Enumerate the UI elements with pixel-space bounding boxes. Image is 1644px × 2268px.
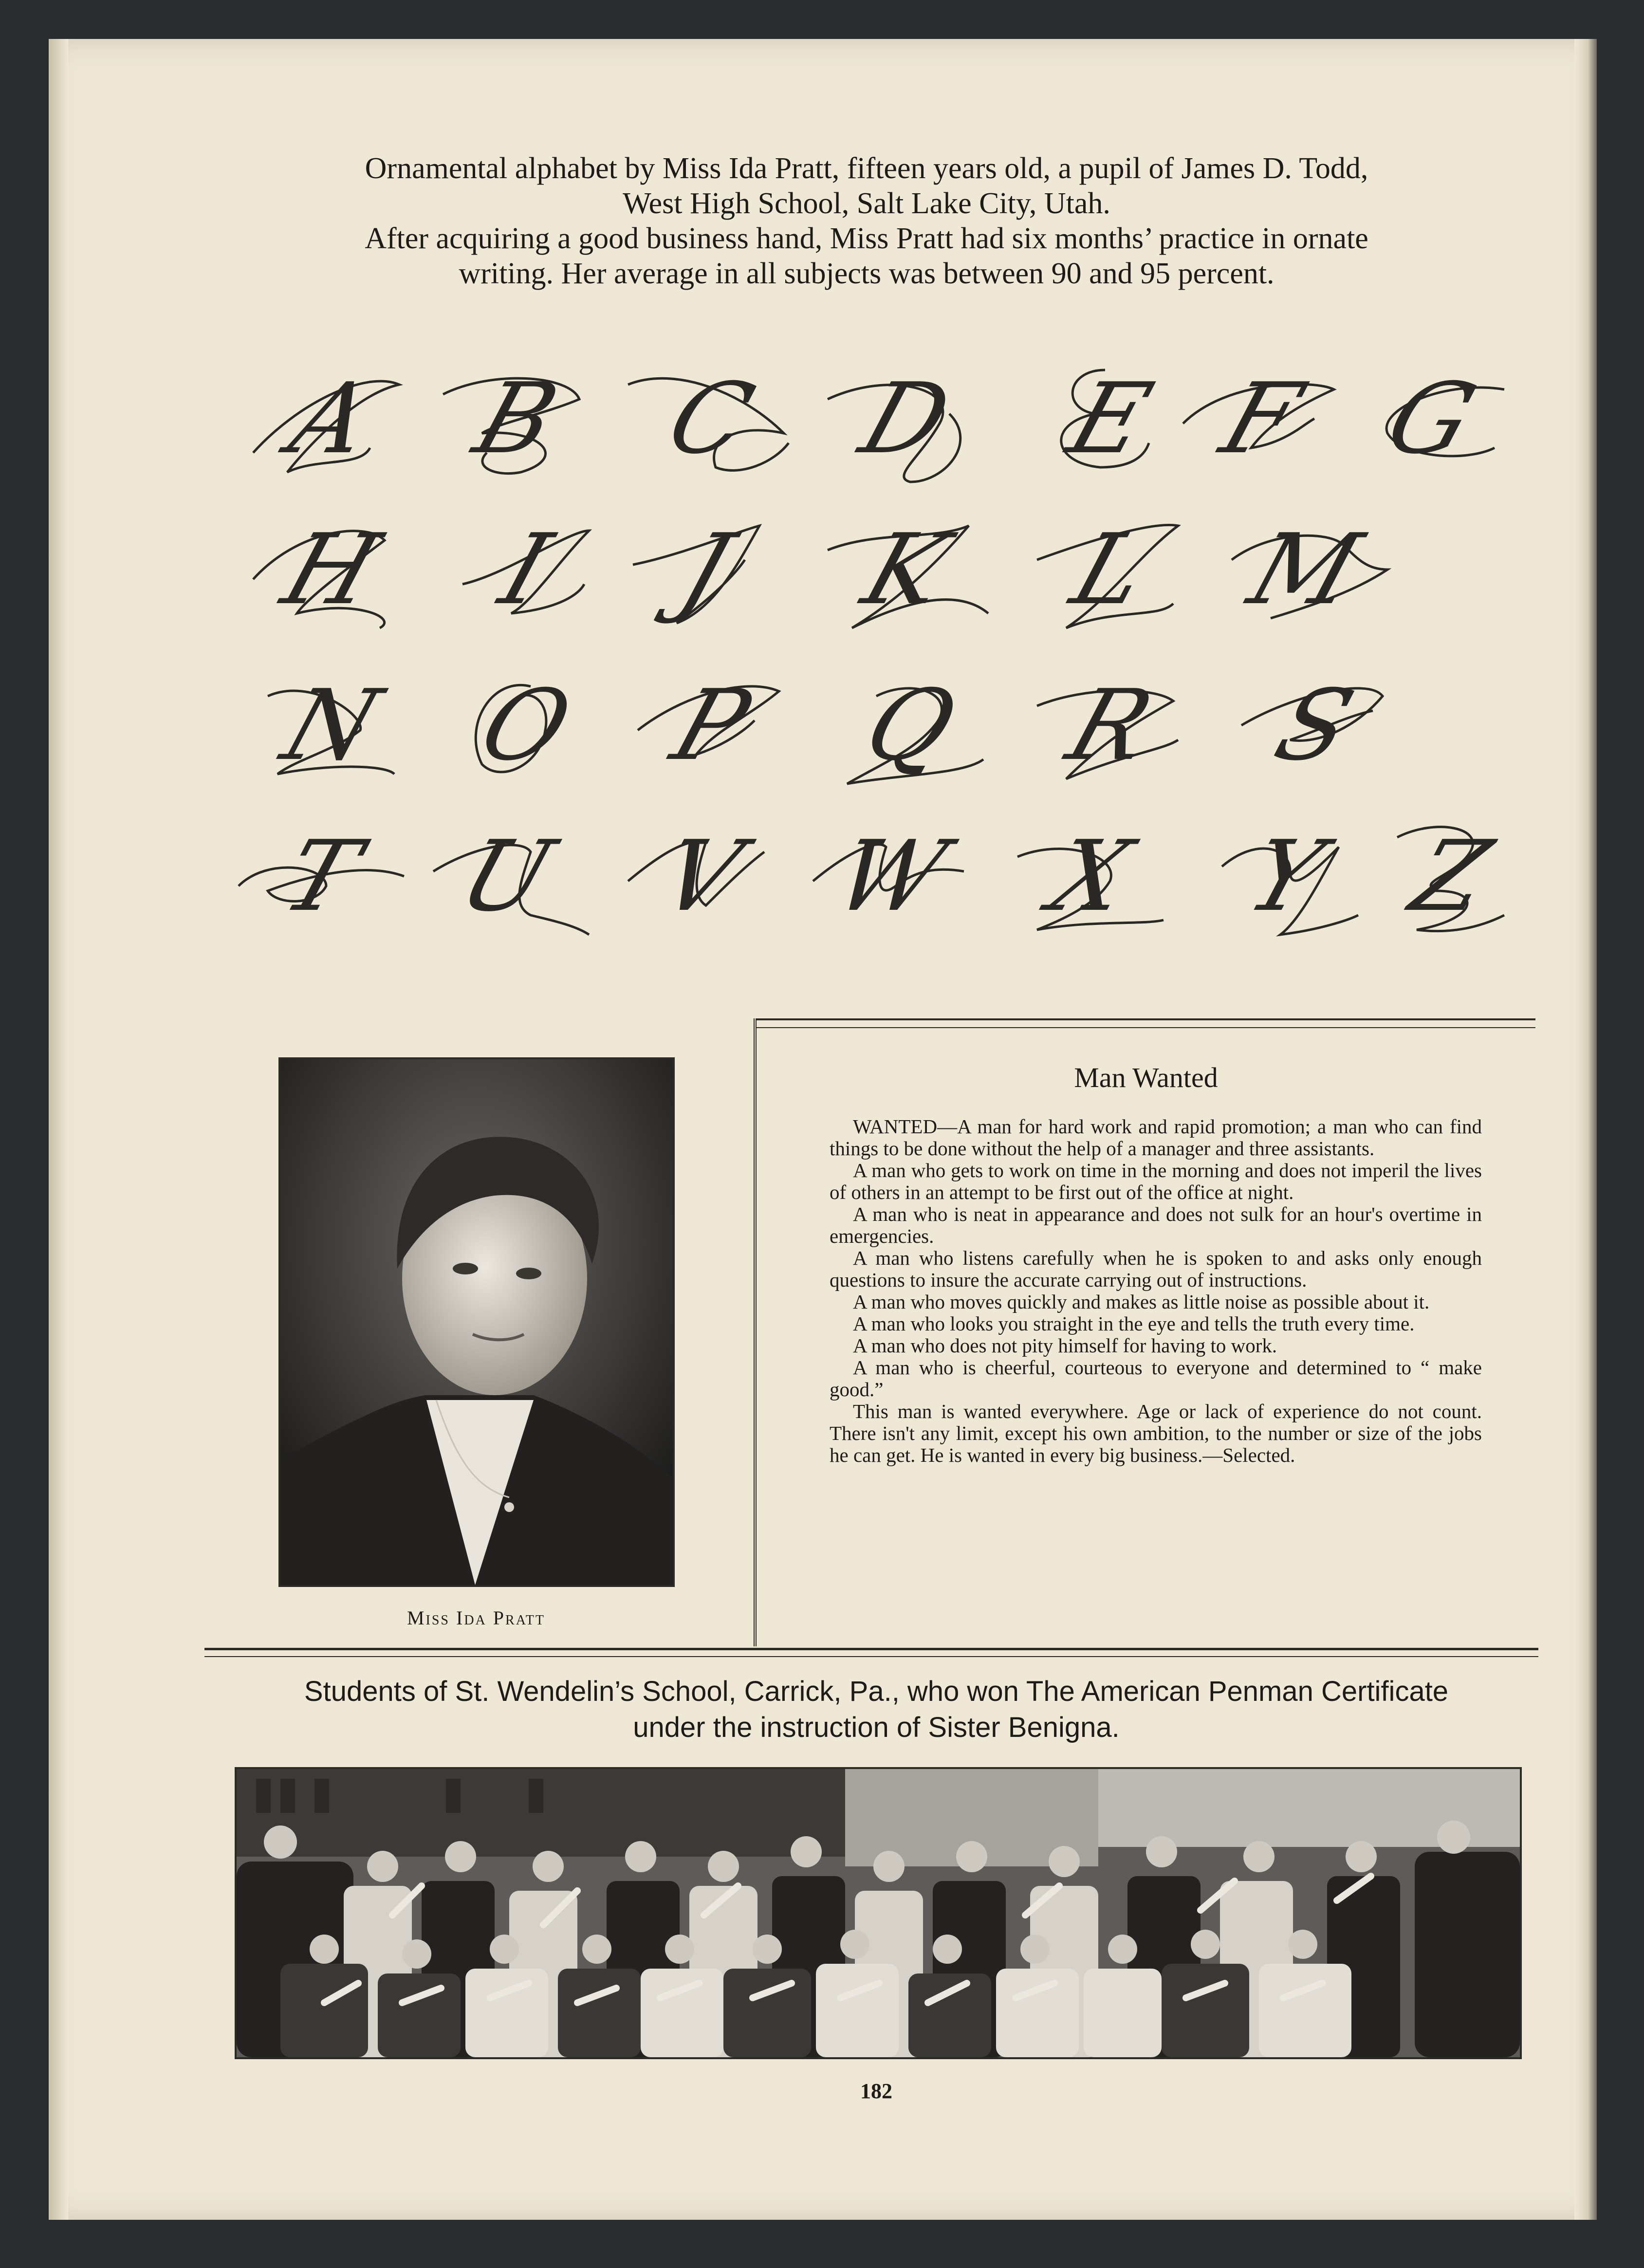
letter-v-glyph: V — [647, 819, 755, 933]
letter-a — [239, 350, 424, 487]
letter-m — [1212, 501, 1397, 638]
letter-x-glyph: X — [1037, 819, 1144, 933]
letter-z-glyph: Z — [1398, 819, 1503, 933]
letter-j-glyph: J — [668, 513, 744, 627]
letter-h — [239, 501, 424, 638]
letter-o — [433, 657, 618, 793]
letter-v — [609, 808, 794, 944]
letter-p-glyph: P — [659, 668, 762, 782]
letter-b — [424, 350, 609, 487]
section-divider — [204, 1648, 1538, 1657]
article-paragraph: A man who gets to work on time in the morning and does not imperil the lives of others in an attempt to be first out of the office at night. — [830, 1159, 1482, 1203]
letter-s-glyph: S — [1262, 668, 1367, 782]
letter-x — [998, 808, 1183, 944]
letter-k — [813, 501, 998, 638]
letter-c — [618, 350, 803, 487]
students-caption-line-1: Students of St. Wendelin’s School, Carrick, Pa., who won The American Penman Certificate — [304, 1676, 1449, 1707]
page-spine — [49, 39, 68, 2220]
letter-u — [414, 808, 599, 944]
article-body — [830, 1116, 1482, 1466]
letter-h-glyph: H — [270, 513, 392, 627]
letter-y — [1193, 808, 1378, 944]
letter-t — [229, 808, 414, 944]
intro-text — [273, 151, 1460, 291]
box-top-rule — [757, 1018, 1535, 1028]
letter-w — [798, 808, 983, 944]
letter-d — [813, 350, 998, 487]
letter-o-glyph: O — [467, 668, 584, 782]
letter-l-glyph: L — [1059, 513, 1161, 627]
man-wanted-box — [754, 1018, 1535, 1646]
letter-f — [1168, 350, 1353, 487]
letter-a-glyph: A — [277, 362, 385, 476]
letter-e-glyph: E — [1056, 362, 1164, 476]
article-paragraph: A man who is cheerful, courteous to everyone and determined to “ make good.” — [830, 1356, 1482, 1401]
page-edge — [1574, 39, 1597, 2220]
letter-z — [1358, 808, 1543, 944]
letter-p — [618, 657, 803, 793]
letter-g-glyph: G — [1374, 362, 1489, 476]
letter-q — [818, 657, 1003, 793]
students-caption — [253, 1674, 1499, 1746]
letter-b-glyph: B — [462, 362, 571, 476]
article-title: Man Wanted — [1074, 1062, 1218, 1093]
ornamental-alphabet — [229, 341, 1524, 983]
letter-i-glyph: I — [488, 513, 564, 627]
letter-w-glyph: W — [822, 819, 960, 933]
article-paragraph: A man who is neat in appearance and does not sulk for an hour's overtime in emergencies. — [830, 1203, 1482, 1247]
page-number: 182 — [860, 2079, 892, 2103]
portrait-photo — [278, 1057, 675, 1587]
article-paragraph: A man who does not pity himself for having to work. — [853, 1334, 1277, 1357]
article-paragraph: This man is wanted everywhere. Age or lack of experience do not count. There isn't any limit, except his own ambition, to the number or size of the jobs he can get. He is wanted in every big business.—Selected. — [830, 1400, 1482, 1466]
letter-f-glyph: F — [1208, 362, 1313, 476]
letter-g — [1339, 350, 1524, 487]
article-paragraph: WANTED—A man for hard work and rapid promotion; a man who can find things to be done without the help of a manager and three assistants. — [830, 1115, 1482, 1160]
letter-u-glyph: U — [446, 819, 566, 933]
letter-n-glyph: N — [270, 668, 392, 782]
letter-c-glyph: C — [655, 362, 767, 476]
intro-line-2: West High School, Salt Lake City, Utah. — [623, 187, 1110, 220]
intro-line-1: Ornamental alphabet by Miss Ida Pratt, fifteen years old, a pupil of James D. Todd, — [365, 152, 1368, 185]
students-caption-line-2: under the instruction of Sister Benigna. — [633, 1712, 1120, 1743]
article-paragraph: A man who listens carefully when he is spoken to and asks only enough questions to insure the accurate carrying out of instructions. — [830, 1247, 1482, 1291]
letter-n — [239, 657, 424, 793]
letter-j — [613, 501, 798, 638]
article-paragraph: A man who looks you straight in the eye and tells the truth every time. — [853, 1312, 1415, 1335]
letter-l — [1017, 501, 1202, 638]
letter-y-glyph: Y — [1235, 819, 1336, 933]
letter-k-glyph: K — [850, 513, 961, 627]
letter-i — [433, 501, 618, 638]
intro-line-4: writing. Her average in all subjects was between 90 and 95 percent. — [459, 257, 1275, 290]
letter-r-glyph: R — [1054, 668, 1165, 782]
letter-m-glyph: M — [1236, 513, 1373, 627]
intro-line-3: After acquiring a good business hand, Miss Pratt had six months’ practice in ornate — [365, 222, 1368, 255]
letter-d-glyph: D — [848, 362, 963, 476]
letter-s — [1222, 657, 1407, 793]
letter-r — [1017, 657, 1202, 793]
portrait-caption: Miss Ida Pratt — [406, 1607, 546, 1629]
letter-t-glyph: T — [270, 819, 372, 933]
group-photo — [235, 1767, 1522, 2059]
letter-q-glyph: Q — [852, 668, 969, 782]
article-paragraph: A man who moves quickly and makes as little noise as possible about it. — [853, 1291, 1430, 1313]
